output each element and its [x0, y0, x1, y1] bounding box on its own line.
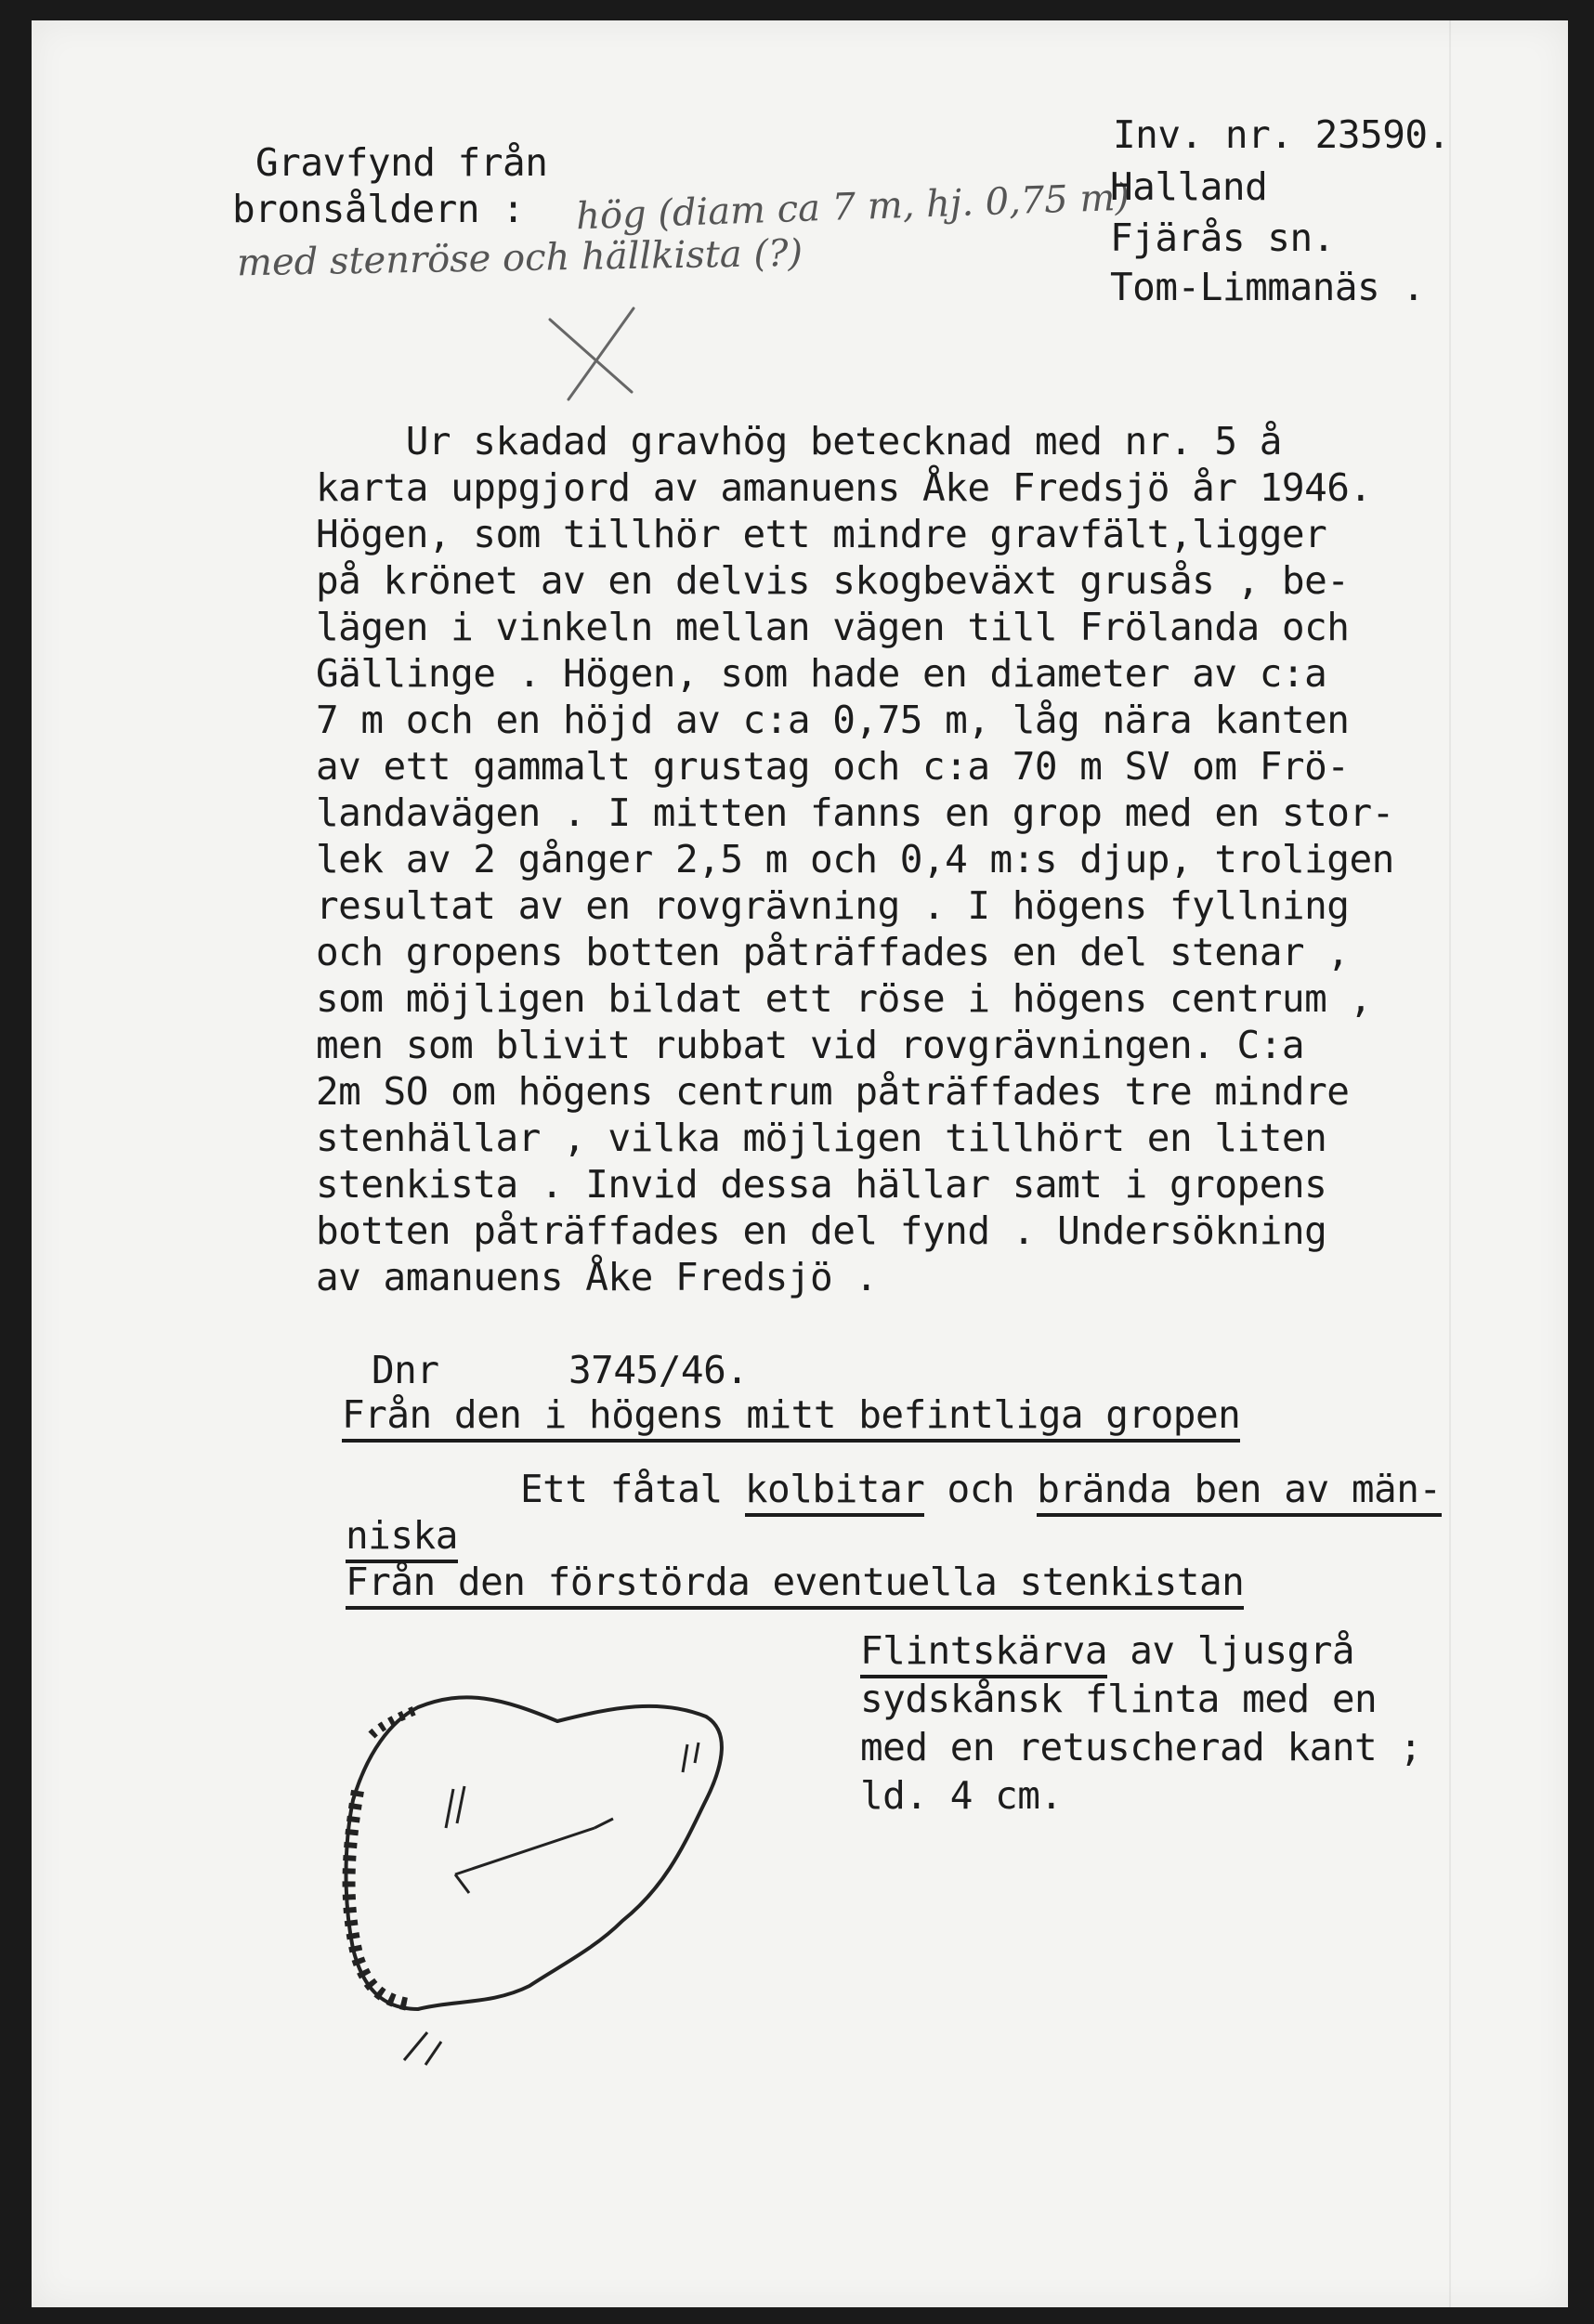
- paragraph-line: som möjligen bildat ett röse i högens centrum ,: [316, 976, 1372, 1021]
- handwritten-annotation-1: hög (diam ca 7 m, hj. 0,75 m): [575, 176, 1130, 239]
- paragraph-line: 7 m och en höjd av c:a 0,75 m, låg nära kanten: [316, 698, 1350, 742]
- find-flint-line2: sydskånsk flinta med en: [860, 1677, 1378, 1721]
- find-flint-line4: ld. 4 cm.: [860, 1773, 1063, 1818]
- paragraph-line: botten påträffades en del fynd . Undersökning: [316, 1208, 1327, 1253]
- find-burnt-bones-cont: niska: [346, 1513, 458, 1563]
- paragraph-line: och gropens botten påträffades en del stenar ,: [316, 930, 1350, 974]
- section-heading-pit: [342, 1391, 1240, 1438]
- x-mark-icon: [541, 303, 643, 405]
- paragraph-line: 2m SO om högens centrum påträffades tre mindre: [316, 1069, 1350, 1114]
- paragraph-line: Högen, som tillhör ett mindre gravfält,ligger: [316, 512, 1327, 556]
- find-text-mid: och: [924, 1467, 1038, 1511]
- paragraph-line: lägen i vinkeln mellan vägen till Frölanda och: [316, 605, 1350, 649]
- flint-sketch-icon: [316, 1679, 799, 2069]
- main-paragraph: [316, 418, 1394, 1300]
- find-charcoal-bones: [520, 1466, 1442, 1512]
- paragraph-line: men som blivit rubbat vid rovgrävningen. C:a: [316, 1023, 1305, 1067]
- paragraph-line: Ur skadad gravhög betecknad med nr. 5 å: [316, 419, 1282, 463]
- find-text-pre: Ett fåtal: [520, 1467, 745, 1511]
- paragraph-line: resultat av en rovgrävning . I högens fyllning: [316, 883, 1350, 928]
- handwritten-annotation-2: med stenröse och hällkista (?): [236, 231, 804, 285]
- header-left-line2: bronsåldern :: [232, 187, 525, 231]
- section-heading-stone-cist: [346, 1559, 1244, 1605]
- section-heading-stone-cist-text: Från den förstörda eventuella stenkistan: [346, 1560, 1244, 1610]
- dnr-label: Dnr: [372, 1348, 439, 1392]
- paragraph-line: landavägen . I mitten fanns en grop med en stor-: [316, 790, 1394, 835]
- paragraph-line: Gällinge . Högen, som hade en diameter av c:a: [316, 651, 1327, 696]
- header-left-line1: Gravfynd från: [255, 140, 548, 185]
- find-flint-label: Flintskärva: [860, 1628, 1107, 1678]
- find-charcoal: kolbitar: [745, 1467, 924, 1517]
- paper-fold: [1449, 20, 1451, 2307]
- parish: Fjärås sn.: [1110, 215, 1335, 260]
- paragraph-line: av ett gammalt grustag och c:a 70 m SV om Frö-: [316, 744, 1350, 789]
- dnr-value: 3745/46.: [568, 1348, 749, 1392]
- paragraph-line: lek av 2 gånger 2,5 m och 0,4 m:s djup, troligen: [316, 837, 1394, 881]
- paragraph-line: karta uppgjord av amanuens Åke Fredsjö år 1946.: [316, 465, 1372, 510]
- paragraph-line: stenhällar , vilka möjligen tillhört en liten: [316, 1116, 1327, 1160]
- paragraph-line: av amanuens Åke Fredsjö .: [316, 1255, 878, 1299]
- inventory-number: Inv. nr. 23590.: [1113, 112, 1450, 157]
- find-burnt-bones: brända ben av män-: [1037, 1467, 1441, 1517]
- paragraph-line: stenkista . Invid dessa hällar samt i gropens: [316, 1162, 1327, 1207]
- find-flint-line3: med en retuscherad kant ;: [860, 1725, 1422, 1769]
- section-heading-pit-text: Från den i högens mitt befintliga gropen: [342, 1392, 1240, 1443]
- find-flint-rest: av ljusgrå: [1107, 1628, 1355, 1673]
- find-charcoal-bones-cont: [346, 1512, 458, 1559]
- find-flint-line1: [860, 1627, 1354, 1674]
- paragraph-line: på krönet av en delvis skogbeväxt grusås , be-: [316, 558, 1350, 603]
- region: Halland: [1110, 164, 1268, 209]
- site-name: Tom-Limmanäs .: [1110, 265, 1425, 309]
